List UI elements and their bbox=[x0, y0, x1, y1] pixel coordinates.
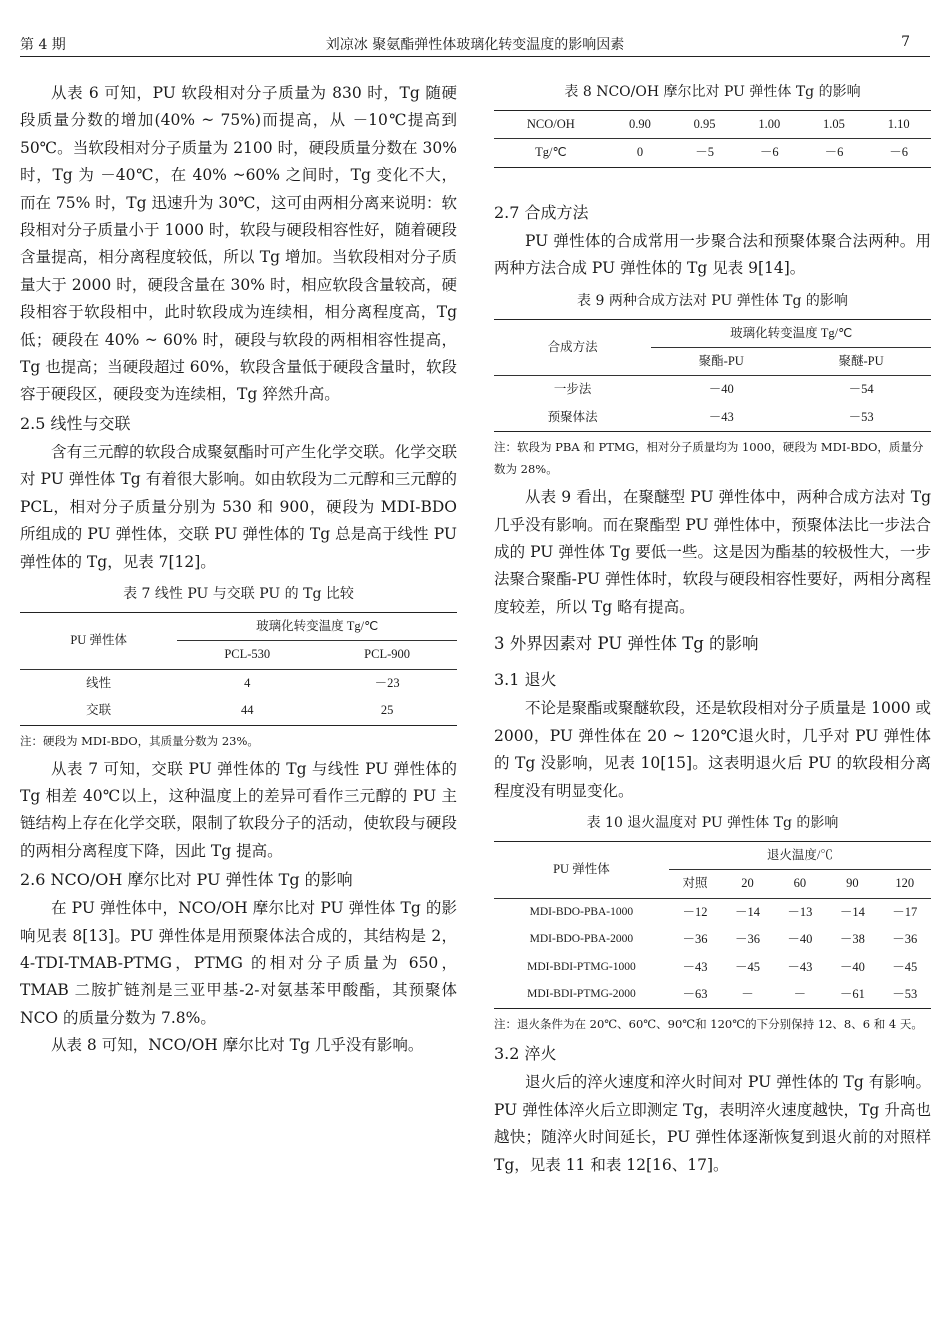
table-cell: 0 bbox=[636, 145, 644, 160]
table-cell: －6 bbox=[889, 145, 909, 160]
issue-label: 第 4 期 bbox=[20, 37, 66, 53]
table-header-cell: PCL-530 bbox=[177, 641, 317, 669]
table-caption: 表 10 退火温度对 PU 弹性体 Tg 的影响 bbox=[586, 814, 839, 831]
paragraph: 退火后的淬火速度和淬火时间对 PU 弹性体的 Tg 有影响。PU 弹性体淬火后立即测定 Tg，表明淬火速度越快，Tg 升高也越快；随淬火时间延长，PU 弹性体逐渐恢复到退火前的对照样 Tg，见表 11 和表 12[16、17]。 bbox=[494, 1073, 931, 1174]
table-row bbox=[494, 954, 931, 981]
table-cell: 1.00 bbox=[737, 111, 802, 139]
table-group-header: 玻璃化转变温度 Tg/℃ bbox=[651, 319, 931, 347]
table-cell: 44 bbox=[240, 703, 254, 718]
table-caption: 表 8 NCO/OH 摩尔比对 PU 弹性体 Tg 的影响 bbox=[564, 84, 861, 100]
paragraph: 不论是聚酯或聚醚软段，还是软段相对分子质量是 1000 或 2000，PU 弹性体在 20 ~ 120℃退火时，几乎对 PU 弹性体的 Tg 没影响，见表 10[15]。这表明退火后 PU 的软段相分离程度没有明显变化。 bbox=[494, 699, 931, 800]
table-cell: －23 bbox=[374, 675, 400, 690]
table-caption: 表 9 两种合成方法对 PU 弹性体 Tg 的影响 bbox=[577, 292, 848, 309]
table-cell: 0.90 bbox=[608, 111, 673, 139]
paragraph: 从表 7 可知，交联 PU 弹性体的 Tg 与线性 PU 弹性体的 Tg 相差 40℃以上，这种温度上的差异可看作三元醇的 PU 主链结构上存在化学交联，限制了软段分子的活动，使软段与硬段的两相分离程度下降，因此 Tg 提高。 bbox=[20, 759, 457, 860]
table-cell: － bbox=[741, 986, 754, 1001]
paragraph: 从表 8 可知，NCO/OH 摩尔比对 Tg 几乎没有影响。 bbox=[51, 1036, 424, 1055]
table-row bbox=[20, 669, 457, 697]
table-note: 注：退火条件为在 20℃、60℃、90℃和 120℃的下分别保持 12、8、6 和 4 天。 bbox=[494, 1017, 923, 1032]
table-header-cell: 60 bbox=[774, 870, 826, 898]
table-header-cell: 120 bbox=[879, 870, 931, 898]
table-note: 注：软段为 PBA 和 PTMG，相对分子质量均为 1000，硬段为 MDI-BDO，质量分数为 28%。 bbox=[494, 440, 924, 477]
table-10 bbox=[494, 841, 931, 1009]
table-cell: 预聚体法 bbox=[547, 409, 598, 424]
table-cell: －36 bbox=[682, 932, 708, 947]
section-heading: 3.2 淬火 bbox=[494, 1044, 557, 1064]
table-cell: －6 bbox=[824, 145, 844, 160]
left-column bbox=[20, 80, 457, 1060]
table-cell: －14 bbox=[734, 904, 760, 919]
table-cell: －45 bbox=[892, 959, 918, 974]
table-note: 注：硬段为 MDI-BDO，其质量分数为 23%。 bbox=[20, 733, 259, 748]
table-cell: 1.10 bbox=[866, 111, 931, 139]
table-header-cell: 90 bbox=[826, 870, 878, 898]
table-cell: NCO/OH bbox=[494, 111, 608, 139]
table-cell: －54 bbox=[848, 382, 874, 397]
table-cell: Tg/℃ bbox=[535, 145, 567, 160]
paragraph: 在 PU 弹性体中，NCO/OH 摩尔比对 PU 弹性体 Tg 的影响见表 8[13]。PU 弹性体是用预聚体法合成的，其结构是 2，4-TDI-TMAB-PTMG，PTMG 的相对分子质量为 650，TMAB 二胺扩链剂是三亚甲基-2-对氨基苯甲酸酯，其预聚体 NCO 的质量分数为 7.8%。 bbox=[20, 899, 457, 1027]
table-8 bbox=[494, 110, 931, 168]
table-cell: －36 bbox=[734, 932, 760, 947]
table-row bbox=[494, 926, 931, 953]
table-7 bbox=[20, 612, 457, 726]
table-row bbox=[494, 111, 931, 139]
table-header-cell: 合成方法 bbox=[494, 319, 651, 376]
section-heading: 2.5 线性与交联 bbox=[20, 413, 131, 433]
table-cell: 线性 bbox=[86, 675, 112, 690]
table-cell: MDI-BDI-PTMG-2000 bbox=[527, 987, 636, 1000]
table-cell: －5 bbox=[695, 145, 714, 160]
table-header-cell: PCL-900 bbox=[317, 641, 457, 669]
table-cell: －38 bbox=[839, 932, 865, 947]
table-cell: －43 bbox=[708, 409, 734, 424]
section-heading: 2.6 NCO/OH 摩尔比对 PU 弹性体 Tg 的影响 bbox=[20, 870, 353, 890]
table-row bbox=[494, 898, 931, 926]
table-header-cell: PU 弹性体 bbox=[20, 612, 177, 669]
table-cell: －40 bbox=[708, 382, 734, 397]
table-group-header: 退火温度/℃ bbox=[669, 841, 931, 869]
table-cell: －14 bbox=[839, 904, 865, 919]
section-heading: 3.1 退火 bbox=[494, 670, 557, 690]
table-cell: －63 bbox=[682, 986, 708, 1001]
paragraph: 含有三元醇的软段合成聚氨酯时可产生化学交联。化学交联对 PU 弹性体 Tg 有着很大影响。如由软段为二元醇和三元醇的 PCL，相对分子质量分别为 530 和 900，硬段为 MDI-BDO 所组成的 PU 弹性体，交联 PU 弹性体的 Tg 总是高于线性 PU 弹性体的 Tg，见表 7[12]。 bbox=[20, 442, 457, 571]
table-cell: 交联 bbox=[86, 703, 112, 718]
table-cell: －43 bbox=[682, 959, 708, 974]
table-cell: －53 bbox=[848, 409, 874, 424]
table-cell: MDI-BDO-PBA-1000 bbox=[529, 905, 634, 918]
table-cell: －17 bbox=[892, 904, 918, 919]
table-row bbox=[494, 981, 931, 1009]
running-title: 刘凉冰 聚氨酯弹性体玻璃化转变温度的影响因素 bbox=[325, 37, 625, 53]
running-header bbox=[20, 30, 930, 57]
table-header-cell: 对照 bbox=[669, 870, 721, 898]
table-cell: －12 bbox=[682, 904, 708, 919]
table-header-cell: 聚酯-PU bbox=[651, 348, 791, 376]
table-cell: －45 bbox=[734, 959, 760, 974]
table-row bbox=[494, 404, 931, 432]
table-cell: －40 bbox=[787, 932, 813, 947]
table-row bbox=[494, 139, 931, 167]
table-cell: 0.95 bbox=[672, 111, 737, 139]
table-header-cell: PU 弹性体 bbox=[494, 841, 669, 898]
paragraph: 从表 9 看出，在聚醚型 PU 弹性体中，两种合成方法对 Tg 几乎没有影响。而在聚酯型 PU 弹性体中，预聚体法比一步法合成的 PU 弹性体 Tg 要低一些。这是因为酯基的较极性大，一步法聚合聚酯-PU 弹性体时，软段与硬段相容性要好，两相分离程度较差，所以 Tg 略有提高。 bbox=[494, 488, 931, 616]
table-cell: －43 bbox=[787, 959, 813, 974]
table-cell: 1.05 bbox=[802, 111, 867, 139]
table-cell: －40 bbox=[839, 959, 865, 974]
table-cell: 25 bbox=[380, 703, 394, 718]
section-heading: 2.7 合成方法 bbox=[494, 202, 589, 222]
table-9 bbox=[494, 319, 931, 433]
table-cell: －53 bbox=[892, 986, 918, 1001]
table-header-cell: 聚醚-PU bbox=[791, 348, 931, 376]
table-cell: MDI-BDI-PTMG-1000 bbox=[527, 960, 636, 973]
paragraph: PU 弹性体的合成常用一步聚合法和预聚体聚合法两种。用两种方法合成 PU 弹性体的 Tg 见表 9[14]。 bbox=[494, 231, 931, 278]
table-cell: 一步法 bbox=[553, 382, 592, 397]
table-cell: MDI-BDO-PBA-2000 bbox=[529, 933, 634, 946]
table-cell: － bbox=[793, 986, 807, 1001]
table-header-cell: 20 bbox=[721, 870, 773, 898]
section-heading: 3 外界因素对 PU 弹性体 Tg 的影响 bbox=[494, 634, 759, 654]
page-number: 7 bbox=[901, 34, 910, 50]
table-cell: －36 bbox=[892, 932, 918, 947]
table-cell: －6 bbox=[759, 145, 779, 160]
table-caption: 表 7 线性 PU 与交联 PU 的 Tg 比较 bbox=[123, 585, 354, 602]
table-cell: －13 bbox=[787, 904, 813, 919]
table-cell: 4 bbox=[244, 675, 251, 690]
table-row bbox=[20, 697, 457, 725]
table-cell: －61 bbox=[839, 986, 865, 1001]
right-column bbox=[494, 80, 931, 1179]
table-row bbox=[494, 376, 931, 404]
table-group-header: 玻璃化转变温度 Tg/℃ bbox=[177, 612, 457, 640]
paragraph: 从表 6 可知，PU 软段相对分子质量为 830 时，Tg 随硬段质量分数的增加(40% ~ 75%)而提高，从 －10℃提高到 50℃。当软段相对分子质量为 2100 时，硬段质量分数在 30% 时，Tg 为 －40℃，在 40% ~60% 之间时，Tg 变化不大，而在 75% 时，Tg 迅速升为 30℃，这可由两相分离来说明：软段相对分子质量小于 1000 时，软段与硬段相容性好，随着硬段含量提高，相分离程度较低，所以 Tg 增加。当软段相对分子质量大于 2000 时，硬段含量在 30% 时，相应软段含量较高，硬段相容于软段相中，此时软段成为连续相，相分离程度高，Tg 低；硬段在 40% ~ 60% 时，硬段与软段的两相相容性提高，Tg 也提高；当硬段超过 60%，软段含量低于硬段含量时，软段容于硬段区，硬段变为连续相，Tg 猝然升高。 bbox=[20, 84, 457, 404]
